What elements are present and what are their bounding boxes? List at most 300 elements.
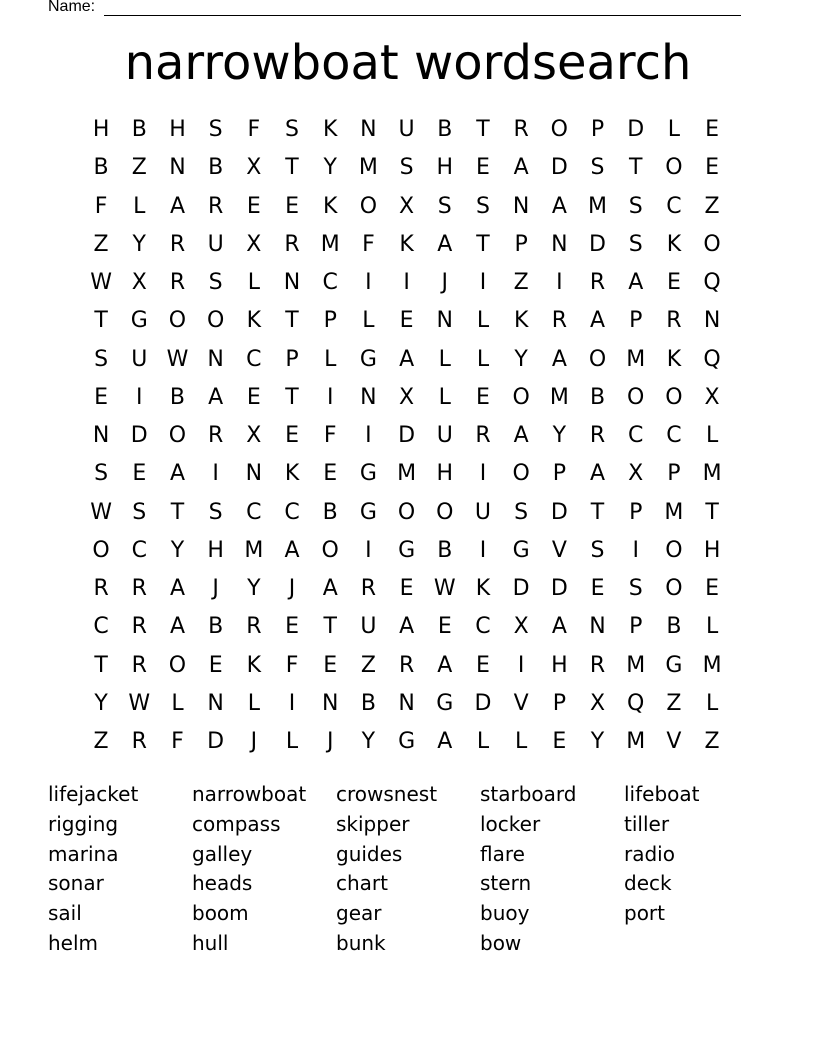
word-list <box>48 780 768 959</box>
grid-letter: T <box>476 231 490 257</box>
grid-letter: E <box>476 652 490 678</box>
grid-letter: C <box>246 346 262 372</box>
grid-letter: S <box>208 270 223 296</box>
word-list-item: galley <box>192 841 253 866</box>
grid-letter: P <box>667 461 681 487</box>
grid-letter: D <box>550 576 568 602</box>
grid-letter: N <box>92 423 110 449</box>
grid-letter: C <box>322 270 338 296</box>
grid-letter: Z <box>666 690 682 716</box>
grid-letter: J <box>288 576 296 602</box>
grid-letter: O <box>321 537 339 563</box>
grid-letter: P <box>590 117 605 143</box>
grid-letter: E <box>705 576 720 602</box>
grid-letter: M <box>320 231 340 257</box>
grid-letter: D <box>627 117 645 143</box>
grid-letter: N <box>512 193 530 219</box>
grid-letter: E <box>705 155 720 181</box>
grid-letter: A <box>399 346 415 372</box>
grid-letter: N <box>703 308 721 334</box>
grid-letter: I <box>365 270 372 296</box>
grid-letter: L <box>247 690 260 716</box>
grid-letter: Q <box>627 690 645 716</box>
grid-letter: B <box>169 384 186 410</box>
grid-letter: A <box>208 384 224 410</box>
grid-letter: R <box>169 270 186 296</box>
letter-grid <box>82 111 732 761</box>
grid-letter: W <box>90 270 112 296</box>
grid-letter: T <box>590 499 605 525</box>
grid-letter: C <box>628 423 644 449</box>
grid-letter: A <box>169 614 185 640</box>
grid-letter: N <box>398 690 415 716</box>
grid-letter: B <box>666 614 682 640</box>
grid-letter: M <box>664 499 684 525</box>
grid-letter: J <box>250 729 258 755</box>
grid-letter: I <box>479 270 487 296</box>
grid-letter: B <box>208 155 224 181</box>
grid-letter: I <box>403 270 410 296</box>
grid-letter: Z <box>704 729 720 755</box>
grid-letter: M <box>626 729 646 755</box>
grid-letter: H <box>436 461 454 487</box>
grid-letter: E <box>246 193 261 219</box>
grid-letter: W <box>90 499 112 525</box>
grid-letter: T <box>705 499 719 525</box>
grid-letter: X <box>704 384 720 410</box>
grid-letter: C <box>131 537 147 563</box>
grid-letter: O <box>168 423 187 449</box>
grid-letter: A <box>551 614 567 640</box>
grid-letter: Z <box>360 652 376 678</box>
grid-letter: G <box>359 461 377 487</box>
grid-letter: L <box>362 308 375 334</box>
grid-letter: N <box>283 270 301 296</box>
grid-letter: W <box>166 346 189 372</box>
grid-letter: K <box>284 461 300 487</box>
word-list-item: bunk <box>336 930 386 955</box>
grid-letter: L <box>476 729 490 755</box>
grid-letter: R <box>131 576 147 602</box>
grid-letter: K <box>323 193 338 219</box>
grid-letter: R <box>589 652 606 678</box>
grid-letter: E <box>246 384 261 410</box>
grid-letter: P <box>629 499 643 525</box>
grid-letter: T <box>285 308 299 334</box>
grid-letter: A <box>551 346 567 372</box>
grid-letter: E <box>666 270 681 296</box>
grid-letter: M <box>244 537 264 563</box>
grid-letter: E <box>323 652 338 678</box>
grid-letter: O <box>665 384 683 410</box>
grid-letter: O <box>206 308 225 334</box>
grid-letter: U <box>360 614 377 640</box>
grid-letter: X <box>246 231 262 257</box>
grid-letter: O <box>512 461 530 487</box>
grid-letter: A <box>437 652 453 678</box>
grid-letter: O <box>436 499 454 525</box>
grid-letter: L <box>247 270 260 296</box>
word-list-item: skipper <box>336 811 410 836</box>
grid-letter: B <box>437 537 453 563</box>
grid-letter: K <box>666 231 682 257</box>
grid-letter: A <box>513 423 529 449</box>
grid-letter: S <box>132 499 147 525</box>
grid-letter: W <box>128 690 151 716</box>
grid-letter: R <box>169 231 186 257</box>
grid-letter: O <box>665 537 683 563</box>
grid-letter: E <box>399 308 414 334</box>
grid-letter: I <box>212 461 219 487</box>
grid-letter: D <box>130 423 148 449</box>
grid-letter: S <box>628 576 643 602</box>
grid-letter: H <box>436 155 454 181</box>
grid-letter: Z <box>93 729 109 755</box>
grid-letter: X <box>399 193 415 219</box>
grid-letter: M <box>702 461 722 487</box>
grid-letter: N <box>207 346 224 372</box>
grid-letter: R <box>475 423 491 449</box>
grid-letter: B <box>360 690 376 716</box>
grid-letter: S <box>94 461 109 487</box>
grid-letter: H <box>169 117 186 143</box>
grid-letter: K <box>246 308 262 334</box>
grid-letter: I <box>326 384 334 410</box>
grid-letter: S <box>437 193 452 219</box>
grid-letter: L <box>515 729 528 755</box>
grid-letter: L <box>705 614 719 640</box>
grid-letter: B <box>131 117 147 143</box>
grid-letter: E <box>399 576 414 602</box>
grid-letter: B <box>437 117 453 143</box>
grid-letter: G <box>436 690 454 716</box>
grid-letter: I <box>288 690 296 716</box>
grid-letter: Q <box>703 346 721 372</box>
grid-letter: R <box>131 729 147 755</box>
grid-letter: R <box>284 231 300 257</box>
grid-letter: N <box>360 384 377 410</box>
grid-letter: A <box>284 537 300 563</box>
grid-letter: X <box>131 270 147 296</box>
grid-letter: A <box>551 193 567 219</box>
grid-letter: S <box>514 499 529 525</box>
grid-letter: R <box>551 308 567 334</box>
grid-letter: Y <box>170 537 185 563</box>
name-label: Name: <box>48 0 96 15</box>
word-list-item: locker <box>480 811 541 836</box>
grid-letter: G <box>398 537 416 563</box>
grid-letter: F <box>285 652 299 678</box>
grid-letter: D <box>398 423 416 449</box>
grid-letter: G <box>398 729 416 755</box>
grid-letter: O <box>397 499 416 525</box>
grid-letter: O <box>512 384 530 410</box>
grid-letter: P <box>552 690 566 716</box>
grid-letter: S <box>628 231 643 257</box>
grid-letter: D <box>474 690 492 716</box>
grid-letter: L <box>705 423 719 449</box>
word-list-item: starboard <box>480 782 577 806</box>
grid-letter: G <box>130 308 148 334</box>
grid-letter: G <box>359 346 377 372</box>
grid-letter: L <box>324 346 337 372</box>
grid-letter: F <box>94 193 108 219</box>
grid-letter: X <box>589 690 606 716</box>
grid-letter: M <box>626 652 646 678</box>
grid-letter: R <box>589 423 606 449</box>
grid-letter: L <box>285 729 299 755</box>
grid-letter: C <box>93 614 109 640</box>
grid-letter: I <box>556 270 563 296</box>
grid-letter: C <box>666 193 682 219</box>
grid-letter: L <box>476 308 490 334</box>
word-list-item: tiller <box>624 811 670 836</box>
grid-letter: P <box>285 346 299 372</box>
grid-letter: B <box>208 614 224 640</box>
page-title: narrowboat wordsearch <box>124 35 692 91</box>
grid-letter: Y <box>247 576 261 602</box>
grid-letter: E <box>285 423 299 449</box>
grid-letter: U <box>398 117 415 143</box>
grid-letter: S <box>208 499 223 525</box>
grid-letter: O <box>168 652 187 678</box>
grid-letter: L <box>171 690 184 716</box>
grid-letter: V <box>513 690 529 716</box>
grid-letter: K <box>475 576 491 602</box>
grid-letter: H <box>207 537 224 563</box>
grid-letter: A <box>437 729 453 755</box>
grid-letter: J <box>326 729 334 755</box>
grid-letter: T <box>94 652 108 678</box>
grid-letter: T <box>285 155 299 181</box>
grid-letter: I <box>365 423 372 449</box>
grid-letter: F <box>247 117 261 143</box>
grid-letter: U <box>131 346 148 372</box>
grid-letter: E <box>208 652 223 678</box>
grid-letter: Y <box>361 729 376 755</box>
grid-letter: T <box>170 499 185 525</box>
grid-letter: P <box>552 461 566 487</box>
grid-letter: M <box>702 652 722 678</box>
grid-letter: A <box>628 270 644 296</box>
name-field <box>48 0 95 17</box>
grid-letter: R <box>208 423 224 449</box>
grid-letter: X <box>628 461 644 487</box>
grid-letter: O <box>665 155 683 181</box>
grid-letter: E <box>552 729 567 755</box>
grid-letter: N <box>169 155 186 181</box>
grid-letter: A <box>513 155 529 181</box>
grid-letter: H <box>92 117 110 143</box>
grid-letter: G <box>512 537 530 563</box>
grid-letter: V <box>551 537 567 563</box>
grid-letter: S <box>590 537 605 563</box>
grid-letter: B <box>589 384 606 410</box>
grid-letter: P <box>323 308 337 334</box>
word-list-item: stern <box>480 871 532 896</box>
word-list-item: narrowboat <box>192 782 307 806</box>
grid-letter: K <box>246 652 262 678</box>
grid-letter: M <box>588 193 608 219</box>
grid-letter: H <box>703 537 721 563</box>
grid-letter: A <box>590 308 606 334</box>
grid-letter: A <box>590 461 606 487</box>
grid-letter: L <box>667 117 681 143</box>
grid-letter: S <box>208 117 223 143</box>
word-list-item: lifejacket <box>48 782 139 806</box>
grid-letter: U <box>474 499 492 525</box>
word-list-item: port <box>624 901 665 926</box>
grid-letter: E <box>285 193 299 219</box>
word-list-item: helm <box>48 930 99 955</box>
grid-letter: L <box>438 346 451 372</box>
grid-letter: O <box>92 537 110 563</box>
grid-letter: D <box>207 729 225 755</box>
word-list-item: rigging <box>48 811 119 836</box>
grid-letter: P <box>629 614 643 640</box>
grid-letter: C <box>666 423 682 449</box>
grid-letter: D <box>512 576 530 602</box>
grid-letter: F <box>171 729 184 755</box>
grid-letter: T <box>628 155 643 181</box>
grid-letter: S <box>475 193 490 219</box>
grid-letter: T <box>285 384 299 410</box>
grid-letter: A <box>322 576 338 602</box>
grid-letter: X <box>246 155 262 181</box>
grid-letter: L <box>705 690 719 716</box>
word-list-item: flare <box>480 841 525 866</box>
word-list-item: boom <box>192 901 249 926</box>
grid-letter: E <box>476 384 490 410</box>
grid-letter: R <box>131 614 147 640</box>
grid-letter: K <box>399 231 414 257</box>
grid-letter: A <box>437 231 453 257</box>
grid-letter: R <box>131 652 147 678</box>
word-list-item: gear <box>336 901 382 926</box>
word-list-item: chart <box>336 871 388 896</box>
grid-letter: T <box>94 308 108 334</box>
grid-letter: X <box>246 423 262 449</box>
grid-letter: G <box>665 652 683 678</box>
word-list-item: deck <box>624 871 672 896</box>
grid-letter: O <box>588 346 607 372</box>
grid-letter: C <box>246 499 262 525</box>
name-line[interactable] <box>104 15 741 16</box>
grid-letter: N <box>436 308 454 334</box>
grid-letter: A <box>399 614 415 640</box>
word-list-item: radio <box>624 841 675 866</box>
grid-letter: E <box>590 576 605 602</box>
word-list-item: lifeboat <box>624 782 700 806</box>
grid-letter: I <box>479 461 487 487</box>
grid-letter: E <box>437 614 452 640</box>
grid-letter: S <box>399 155 414 181</box>
grid-letter: R <box>93 576 109 602</box>
grid-letter: N <box>360 117 377 143</box>
grid-letter: J <box>441 270 449 296</box>
grid-letter: Q <box>703 270 721 296</box>
grid-letter: Y <box>323 155 337 181</box>
grid-letter: F <box>362 231 375 257</box>
grid-letter: O <box>627 384 645 410</box>
grid-letter: U <box>436 423 453 449</box>
grid-letter: R <box>513 117 529 143</box>
grid-letter: K <box>513 308 529 334</box>
grid-letter: Z <box>513 270 529 296</box>
grid-letter: D <box>589 231 606 257</box>
grid-letter: Y <box>590 729 605 755</box>
grid-letter: N <box>589 614 606 640</box>
grid-letter: S <box>94 346 109 372</box>
grid-letter: R <box>398 652 415 678</box>
grid-letter: E <box>705 117 720 143</box>
grid-letter: Y <box>552 423 567 449</box>
grid-letter: I <box>632 537 639 563</box>
word-list-item: sonar <box>48 871 104 896</box>
grid-letter: R <box>360 576 377 602</box>
word-list-item: compass <box>192 811 281 836</box>
grid-letter: S <box>285 117 300 143</box>
grid-letter: N <box>321 690 339 716</box>
grid-letter: I <box>517 652 525 678</box>
grid-letter: R <box>589 270 606 296</box>
grid-letter: K <box>323 117 338 143</box>
grid-letter: X <box>399 384 415 410</box>
grid-letter: E <box>476 155 490 181</box>
grid-letter: L <box>438 384 451 410</box>
grid-letter: M <box>358 155 378 181</box>
grid-letter: K <box>666 346 682 372</box>
word-list-item: buoy <box>480 901 530 926</box>
grid-letter: E <box>94 384 109 410</box>
grid-letter: S <box>628 193 643 219</box>
grid-letter: N <box>207 690 224 716</box>
word-list-item: bow <box>480 930 522 955</box>
word-list-item: crowsnest <box>336 782 438 806</box>
grid-letter: N <box>245 461 263 487</box>
grid-letter: B <box>93 155 109 181</box>
grid-letter: Z <box>704 193 720 219</box>
grid-letter: R <box>208 193 224 219</box>
grid-letter: A <box>169 461 185 487</box>
grid-letter: L <box>476 346 490 372</box>
grid-letter: M <box>549 384 569 410</box>
word-list-item: guides <box>336 841 403 866</box>
grid-letter: M <box>397 461 417 487</box>
grid-letter: R <box>246 614 262 640</box>
word-list-item: marina <box>48 841 119 866</box>
word-list-item: heads <box>192 871 253 896</box>
grid-letter: U <box>207 231 224 257</box>
grid-letter: E <box>323 461 338 487</box>
word-list-item: sail <box>48 901 82 926</box>
grid-letter: Y <box>94 690 108 716</box>
grid-letter: P <box>629 308 643 334</box>
grid-letter: O <box>703 231 721 257</box>
grid-letter: O <box>550 117 568 143</box>
grid-letter: C <box>284 499 300 525</box>
grid-letter: Z <box>131 155 147 181</box>
grid-letter: H <box>551 652 568 678</box>
grid-letter: O <box>168 308 187 334</box>
grid-letter: A <box>169 193 185 219</box>
grid-letter: Y <box>514 346 528 372</box>
grid-letter: Y <box>132 231 146 257</box>
grid-letter: Z <box>93 231 109 257</box>
grid-letter: O <box>665 576 683 602</box>
grid-letter: M <box>626 346 646 372</box>
grid-letter: R <box>666 308 682 334</box>
